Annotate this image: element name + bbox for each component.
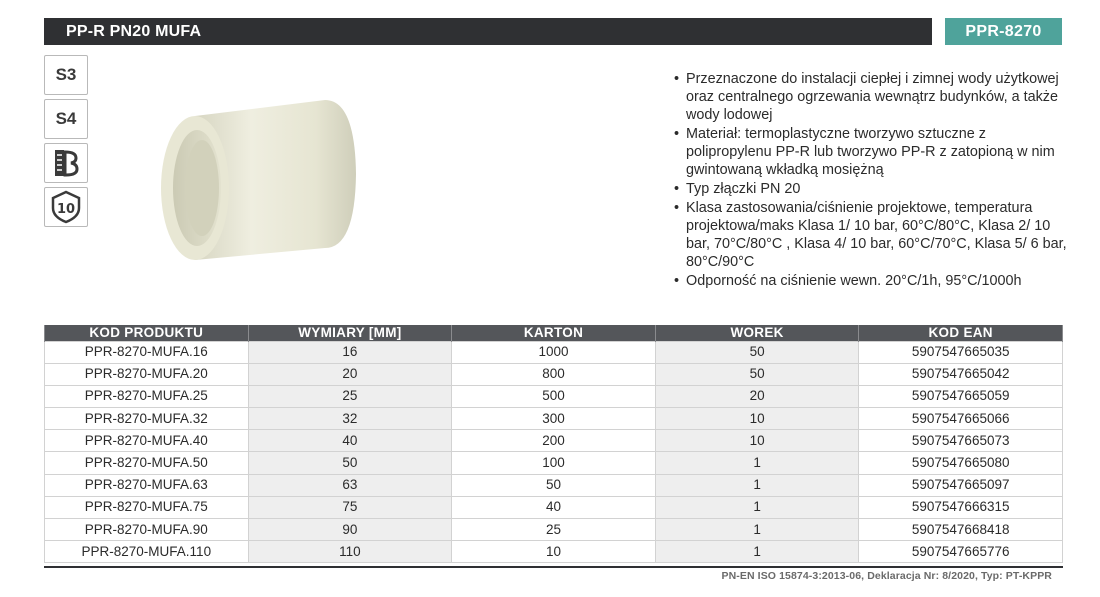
cell-ean: 5907547665080 (859, 452, 1063, 474)
cell-ean: 5907547665097 (859, 474, 1063, 496)
cell-bag: 1 (655, 541, 859, 563)
cell-carton: 500 (452, 385, 656, 407)
certification-badges (44, 55, 88, 231)
cell-dimension: 110 (248, 541, 452, 563)
table-row (45, 341, 1063, 363)
cell-product-code: PPR-8270-MUFA.90 (45, 519, 249, 541)
cell-bag: 50 (655, 363, 859, 385)
cell-ean: 5907547666315 (859, 496, 1063, 518)
cell-ean: 5907547665035 (859, 341, 1063, 363)
table-row (45, 408, 1063, 430)
cell-product-code: PPR-8270-MUFA.16 (45, 341, 249, 363)
table-row (45, 496, 1063, 518)
cell-carton: 10 (452, 541, 656, 563)
b-certificate-icon (44, 143, 88, 183)
cell-carton: 1000 (452, 341, 656, 363)
cell-carton: 100 (452, 452, 656, 474)
cell-product-code: PPR-8270-MUFA.32 (45, 408, 249, 430)
cell-dimension: 16 (248, 341, 452, 363)
cell-bag: 1 (655, 452, 859, 474)
cell-dimension: 90 (248, 519, 452, 541)
cell-dimension: 32 (248, 408, 452, 430)
cell-product-code: PPR-8270-MUFA.40 (45, 430, 249, 452)
product-code-badge: PPR-8270 (945, 18, 1062, 45)
certification-footer: PN-EN ISO 15874-3:2013-06, Deklaracja Nr: 8/2020, Typ: PT-KPPR (721, 570, 1052, 582)
product-spec-table (44, 325, 1063, 563)
cell-bag: 1 (655, 519, 859, 541)
feature-item: • Materiał: termoplastyczne tworzywo sztuczne z polipropylenu PP-R lub tworzywo PP-R z zatopioną w nim gwintowaną wkładką mosiężną (674, 125, 1074, 179)
cell-ean: 5907547665042 (859, 363, 1063, 385)
cell-bag: 10 (655, 408, 859, 430)
feature-list (674, 70, 1074, 291)
cell-bag: 1 (655, 474, 859, 496)
cell-bag: 50 (655, 341, 859, 363)
cell-dimension: 63 (248, 474, 452, 496)
s4-badge-label: S4 (55, 109, 77, 128)
feature-item: • Przeznaczone do instalacji ciepłej i zimnej wody użytkowej oraz centralnego ogrzewania wewnątrz budynków, a także wody lodowej (674, 70, 1074, 124)
table-header-row (45, 325, 1063, 341)
warranty-10-shield-icon (44, 187, 88, 227)
cell-dimension: 20 (248, 363, 452, 385)
feature-item: • Typ złączki PN 20 (674, 180, 1074, 198)
header-carton: KARTON (452, 325, 656, 341)
cell-product-code: PPR-8270-MUFA.25 (45, 385, 249, 407)
cell-dimension: 75 (248, 496, 452, 518)
cell-bag: 10 (655, 430, 859, 452)
table-row (45, 452, 1063, 474)
cell-ean: 5907547668418 (859, 519, 1063, 541)
s4-series-badge (44, 99, 88, 139)
header-ean: KOD EAN (859, 325, 1063, 341)
cell-carton: 300 (452, 408, 656, 430)
bottom-divider (44, 566, 1063, 568)
cell-ean: 5907547665073 (859, 430, 1063, 452)
table-row (45, 474, 1063, 496)
cell-dimension: 50 (248, 452, 452, 474)
feature-item: • Klasa zastosowania/ciśnienie projektowe, temperatura projektowa/maks Klasa 1/ 10 bar, 60°C/80°C, Klasa 2/ 10 bar, 70°C/80°C , Klasa 4/ 10 bar, 60°C/70°C, Klasa 5/ 6 bar, 80°C/90°C (674, 199, 1074, 271)
cell-dimension: 25 (248, 385, 452, 407)
cell-carton: 50 (452, 474, 656, 496)
cell-carton: 800 (452, 363, 656, 385)
cell-dimension: 40 (248, 430, 452, 452)
cell-ean: 5907547665776 (859, 541, 1063, 563)
cell-product-code: PPR-8270-MUFA.50 (45, 452, 249, 474)
coupling-product-image (150, 88, 370, 268)
cell-product-code: PPR-8270-MUFA.110 (45, 541, 249, 563)
cell-product-code: PPR-8270-MUFA.75 (45, 496, 249, 518)
table-row (45, 430, 1063, 452)
cell-ean: 5907547665066 (859, 408, 1063, 430)
table-row (45, 541, 1063, 563)
s3-badge-label: S3 (55, 65, 77, 84)
warranty-years-label: 10 (56, 202, 76, 217)
cell-carton: 25 (452, 519, 656, 541)
header-dimensions: WYMIARY [MM] (248, 325, 452, 341)
s3-series-badge (44, 55, 88, 95)
table-row (45, 519, 1063, 541)
cell-carton: 200 (452, 430, 656, 452)
header-product-code: KOD PRODUKTU (45, 325, 249, 341)
header-bag: WOREK (655, 325, 859, 341)
cell-ean: 5907547665059 (859, 385, 1063, 407)
cell-carton: 40 (452, 496, 656, 518)
cell-product-code: PPR-8270-MUFA.20 (45, 363, 249, 385)
product-title: PP-R PN20 MUFA (44, 18, 932, 45)
cell-bag: 20 (655, 385, 859, 407)
cell-product-code: PPR-8270-MUFA.63 (45, 474, 249, 496)
feature-item: • Odporność na ciśnienie wewn. 20°C/1h, 95°C/1000h (674, 272, 1074, 290)
table-row (45, 363, 1063, 385)
table-row (45, 385, 1063, 407)
cell-bag: 1 (655, 496, 859, 518)
